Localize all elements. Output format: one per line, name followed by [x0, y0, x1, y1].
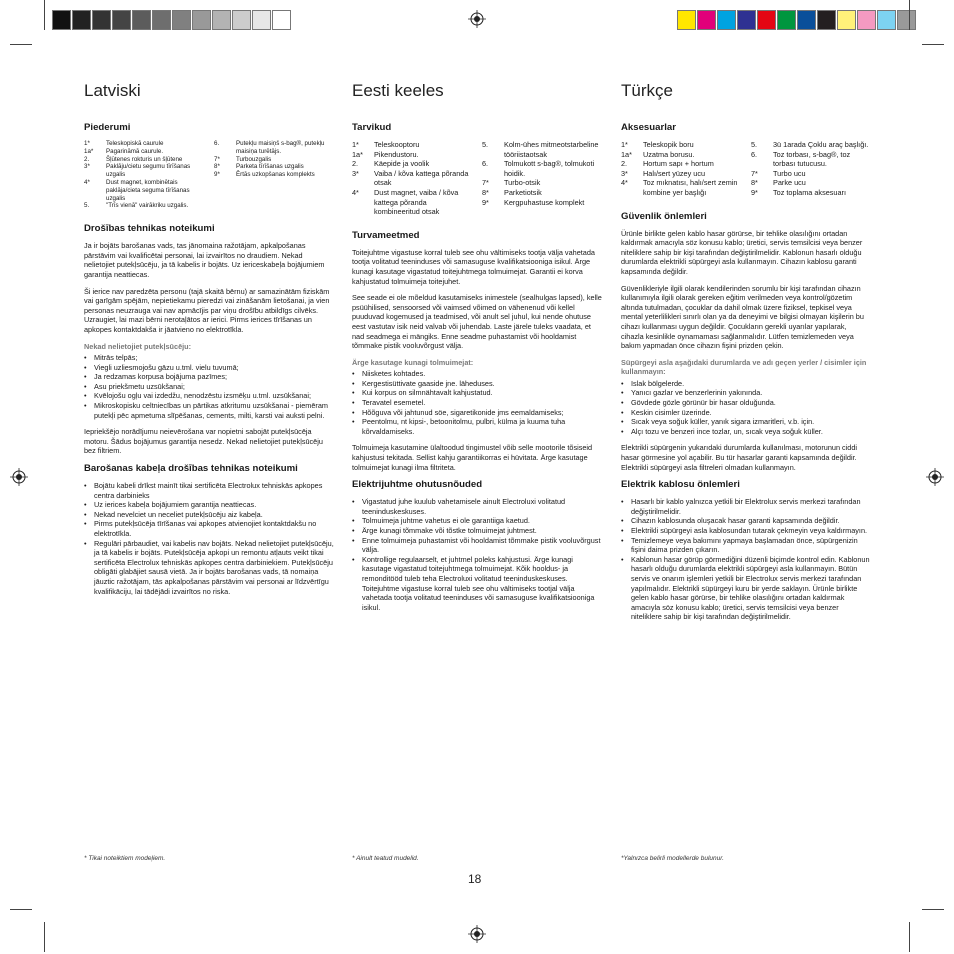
color-swatch	[252, 10, 271, 30]
column-latvian	[84, 80, 334, 603]
accessory-label: Turbo-otsik	[504, 178, 541, 188]
grayscale-calibration-bar	[52, 10, 292, 30]
crop-mark	[909, 922, 910, 952]
accessory-item	[482, 140, 602, 159]
accessory-label: Tolmukott s-bag®, tolmukoti hoidik.	[504, 159, 595, 178]
bullet-item: • Vigastatud juhe kuulub vahetamisele ainult Electroluxi volitatud teeninduskeskuses.	[352, 497, 602, 516]
accessory-number: 5.	[751, 140, 758, 149]
accessory-item	[621, 150, 739, 160]
accessory-number: 3*	[621, 168, 628, 178]
accessory-number: 7*	[751, 168, 758, 178]
language-title: Eesti keeles	[352, 81, 444, 100]
paragraph: Iepriekšējo norādījumu neievērošana var nopietni sabojāt putekļsūcēja motoru. Šādus bojājumus garantija nesedz. Nekad nelietojiet putekļsūcēju bez filtriem.	[84, 427, 323, 456]
accessory-label: Teleskooptoru	[374, 140, 420, 149]
bullet-item: • Ja redzamas korpusa bojājuma pazīmes;	[84, 372, 334, 382]
color-swatch	[877, 10, 896, 30]
bullet-item: • Alçı tozu ve benzeri ince tozlar, un, sıcak veya soğuk küller.	[621, 427, 871, 437]
crop-mark	[44, 0, 45, 30]
color-swatch	[817, 10, 836, 30]
registration-mark-icon	[10, 468, 28, 486]
color-swatch	[112, 10, 131, 30]
bullet-list	[621, 497, 871, 622]
accessory-item	[751, 169, 871, 179]
section-heading: Elektrik kablosu önlemleri	[621, 479, 740, 491]
accessory-item	[751, 140, 871, 150]
accessory-number: 3*	[84, 163, 90, 171]
bullet-item: • Hõõguva või jahtunud söe, sigaretikonide jms eemaldamiseks;	[352, 408, 602, 418]
bullet-item: • Regulāri pārbaudiet, vai kabelis nav bojāts. Nekad nelietojiet putekļsūcēju, ja tā kabelis ir bojāts. Putekļsūcēja apkopi un remontu atļauts veikt tikai sertificēta Electrolux tehniskās apkopes centra darbiniekiem. Putekļsūcēju obligāti glabājiet sausā vietā. Ja ir bojāts barošanas vads, tā nomaiņa jāuztic ražotājam, tās apkalpošanas pārstāvim vai personai ar līdzvērtīgu kvalifikāciju, lai tādējādi izvairītos no riska.	[84, 539, 334, 597]
bullet-list	[84, 353, 334, 420]
column-estonian	[352, 80, 602, 619]
accessories-right	[214, 140, 334, 210]
bullet-item: • Mikroskopisku celtniecības un pārtikas atkritumu uzsūkšanai - piemēram putekļi pēc apmetuma slīpēšanas, cements, milti, karsti vai auksti pelni.	[84, 401, 334, 420]
bullet-item: • Pirms putekļsūcēja tīrīšanas vai apkopes atvienojiet kontaktdakšu no elektrotīkla.	[84, 519, 334, 538]
color-swatch	[232, 10, 251, 30]
accessory-label: Kolm-ühes mitmeotstarbeline tööriistaotsak	[504, 140, 599, 159]
registration-mark-icon	[468, 10, 486, 28]
accessory-label: Turbo ucu	[773, 168, 806, 178]
page-number: 18	[468, 872, 482, 886]
accessory-number: 9*	[482, 197, 489, 207]
crop-mark	[909, 0, 910, 30]
bullet-item: • Sıcak veya soğuk küller, yanık sigara izmaritleri, v.b. için.	[621, 417, 871, 427]
accessory-number: 4*	[84, 178, 90, 186]
accessory-item	[352, 169, 470, 188]
bullet-item: • Niisketes kohtades.	[352, 369, 602, 379]
color-swatch	[737, 10, 756, 30]
accessory-label: Teleskopiskā caurule	[106, 140, 164, 147]
crop-mark	[10, 909, 32, 910]
accessory-number: 9*	[214, 171, 220, 179]
color-swatch	[172, 10, 191, 30]
accessory-number: 9*	[751, 187, 758, 197]
accessory-item	[352, 188, 470, 217]
bullet-item: • Tolmuimeja juhtme vahetus ei ole garantiiga kaetud.	[352, 516, 602, 526]
column-turkish	[621, 80, 871, 629]
color-calibration-bar	[677, 10, 917, 30]
section-heading: Elektrijuhtme ohutusnõuded	[352, 479, 483, 491]
bullet-item: • Peentolmu, nt kipsi-, betoonitolmu, pulbri, külma ja kuuma tuha kõrvaldamiseks.	[352, 417, 602, 436]
accessory-label: Käepide ja voolik	[374, 159, 430, 169]
accessory-label: Dust magnet, vaiba / kõva kattega põranda kombineeritud otsak	[374, 187, 459, 217]
accessory-number: 8*	[482, 187, 489, 197]
footnote-latvian: * Tikai noteiktiem modeļiem.	[84, 855, 166, 862]
accessory-label: Paklāju/cietu segumu tīrīšanas uzgalis	[106, 163, 191, 179]
accessory-number: 3*	[352, 168, 359, 178]
bullet-item: • Asu priekšmetu uzsūkšanai;	[84, 382, 334, 392]
accessory-item	[214, 156, 334, 164]
color-swatch	[152, 10, 171, 30]
bullet-item: • Cihazın kablosunda oluşacak hasar garanti kapsamında değildir.	[621, 516, 871, 526]
accessories-left	[84, 140, 202, 210]
bullet-item: • Kergestisüttivate gaaside jne. läheduses.	[352, 379, 602, 389]
accessory-label: Šļūtenes rokturis un šļūtene	[106, 155, 183, 163]
accessory-number: 1*	[352, 140, 359, 149]
bullet-item: • Teravatel esemetel.	[352, 398, 602, 408]
accessory-label: Turbouzgalis	[236, 155, 272, 163]
color-swatch	[192, 10, 211, 30]
bullet-list	[352, 497, 602, 612]
paragraph: Tolmuimeja kasutamine ülaltoodud tingimustel võib selle mootorile tõsiseid kahjustusi tekitada. Sellist kahju garantiikorras ei hüvitata. Ärge kasutage tolmuimejat kunagi ilma filtriteta.	[352, 443, 593, 472]
accessory-label: Dust magnet, kombinētais paklāja/cieta seguma tīrīšanas uzgalis	[106, 178, 190, 202]
accessory-item	[352, 140, 470, 150]
accessory-item	[751, 150, 871, 169]
accessory-number: 1*	[84, 140, 90, 147]
accessories-right	[751, 140, 871, 198]
paragraph: Güvenlikleriyle ilgili olarak kendilerinden sorumlu bir kişi tarafından cihazın kullanımıyla ilgili olarak gereken eğitim verilmeden veya kontrol/gözetim altında tutulmadan, çocuklar da dahil olmak üzere fiziksel, tepkisel veya mental yeterlilikleri sınırlı olan ya da deneyimi ve bilgisi olmayan kişilerin bu cihazı kullanması uygun değildir. Çocukların gerekli uyarılar yapılarak, cihazla kesinlikle oynamaması sağlanmalıdır. Lütfen temizlemeden veya bakım yapmadan önce cihazın fişini prizden çekin.	[621, 283, 864, 351]
accessory-number: 6.	[214, 140, 220, 147]
accessory-item	[482, 159, 602, 178]
paragraph: Ürünle birlikte gelen kablo hasar görürse, bir tehlike olasılığını ortadan kaldırmak amacıyla söz konusu kablo; üretici, servis temsilcisi veya benzer niteliklere sahip bir kişi tarafından değiştirilmelidir. Kablonun hasarlı olduğu durumlarda elektrikli süpürgeyi asla kullanmayın. Cihazın kablosu garanti kapsamında değildir.	[621, 228, 863, 276]
accessory-number: 2.	[352, 159, 359, 169]
accessory-item	[84, 148, 202, 156]
bullet-item: • Elektrikli süpürgeyi asla kablosundan tutarak çekmeyin veya kaldırmayın.	[621, 526, 871, 536]
color-swatch	[677, 10, 696, 30]
section-heading: Barošanas kabeļa drošības tehnikas noteikumi	[84, 463, 298, 475]
subheading: Nekad nelietojiet putekļsūcēju:	[84, 341, 192, 351]
bullet-item: • Hasarlı bir kablo yalnızca yetkili bir Elektrolux servis merkezi tarafından değiştirilmelidir.	[621, 497, 871, 516]
paragraph: See seade ei ole mõeldud kasutamiseks inimestele (sealhulgas lapsed), kelle psüühilised, sensoorsed või vaimsed võimed on vähenenud või kellel puuduvad kogemused ja teadmised, või anult sel juhul, kui nende ohutuse eest vastutav isik neid valvab või juhendab. Laste järele tuleks vaadata, et nad seadmega ei mängiks. Enne seadme puhastamist või hooldamist tõmmake pistik vooluvõrgust välja.	[352, 293, 602, 351]
accessory-number: 5.	[482, 140, 489, 149]
accessory-label: Toz torbası, s-bag®, toz torbası tutucusu.	[773, 149, 851, 169]
accessory-item	[621, 159, 739, 169]
accessory-number: 7*	[482, 178, 489, 188]
accessory-number: 6.	[751, 149, 758, 159]
accessories-list	[84, 140, 334, 210]
bullet-item: • Kontrollige regulaarselt, et juhtmel poleks kahjustusi. Ärge kunagi kasutage vigastatud toitejuhtmega tolmuimejat. Kõik hooldus- ja remonditööd tuleb teha Electroluxi volitatud teeninduskeskuses. Toitejuhtme vigastuse korral tuleb see ohu vältimiseks tootjal välja vahetada tootja volitatud teeninduses või samasuguse kvalifikatsiooniga isikul.	[352, 555, 602, 613]
bullet-item: • Mitrās telpās;	[84, 353, 334, 363]
accessory-item	[84, 140, 202, 148]
accessories-heading: Aksesuarlar	[621, 122, 676, 133]
crop-mark	[44, 922, 45, 952]
bullet-item: • Enne tolmuimeja puhastamist või hooldamist tõmmake pistik vooluvõrgust välja.	[352, 536, 602, 555]
accessory-number: 5.	[84, 202, 90, 210]
accessory-number: 7*	[214, 155, 220, 163]
accessory-item	[84, 179, 202, 202]
crop-mark	[922, 909, 944, 910]
accessory-label: Pikendustoru.	[374, 149, 419, 159]
accessory-item	[482, 178, 602, 188]
accessory-number: 4*	[621, 178, 628, 188]
color-swatch	[777, 10, 796, 30]
accessory-item	[621, 178, 739, 197]
bullet-item: • Islak bölgelerde.	[621, 379, 871, 389]
accessory-item	[352, 150, 470, 160]
color-swatch	[797, 10, 816, 30]
accessory-label: Hortum sapı + hortum	[643, 159, 714, 169]
color-swatch	[92, 10, 111, 30]
footnote-estonian: * Ainult teatud mudelid.	[352, 855, 419, 862]
paragraph: Toitejuhtme vigastuse korral tuleb see ohu vältimiseks tootja välja vahetada tootja volitatud teeninduses või samasuguse kvalifikatsiooniga isikul. Ärge kunagi kasutage vigastatud toitejuhtmega tolmuimejat. Garantii ei korva kahjustatud tolmuimeja toitejuhet.	[352, 247, 595, 286]
accessory-label: Toz toplama aksesuarı	[773, 187, 847, 197]
paragraph: Ja ir bojāts barošanas vads, tas jānomaina ražotājam, apkalpošanas pārstāvim vai kvalificētai personai, lai izvairītos no draudiem. Nekad nelietojiet putekļsūcēju, ja tā kabelis ir bojāts. Uz iericeskabeļa bojājumiem garantija neattiecas.	[84, 241, 325, 279]
accessory-item	[84, 156, 202, 164]
accessory-item	[84, 163, 202, 179]
accessory-label: Putekļu maisiņš s-bag®, putekļu maisiņa turētājs.	[236, 140, 325, 155]
accessory-label: Ērtās uzkopšanas komplekts	[236, 171, 315, 179]
bullet-item: • Temizlemeye veya bakımını yapmaya başlamadan önce, süpürgenizin fişini daima prizden çıkarın.	[621, 536, 871, 555]
accessory-item	[482, 198, 602, 208]
accessory-label: Parketiotsik	[504, 187, 542, 197]
accessory-label: Teleskopik boru	[643, 140, 694, 149]
accessory-label: Parketa tīrīšanas uzgalis	[236, 163, 304, 171]
color-swatch	[837, 10, 856, 30]
accessory-label: Parke ucu	[773, 178, 806, 188]
paragraph: Elektrikli süpürgenin yukarıdaki durumlarda kullanılması, motorunun ciddi hasar görmesine yol açabilir. Bu tür hasarlar garanti kapsamında değildir. Elektrikli süpürgeyi asla filtreleri olmadan kullanmayın.	[621, 443, 858, 472]
bullet-item: • Kablonun hasar görüp görmediğini düzenli biçimde kontrol edin. Kablonun hasarlı olduğu durumlarda elektrikli süpürgeyi asla kullanmayın. Bütün servis ve onarım işlemleri yetkili bir Electrolux servis merkezi tarafından yapılmalıdır. Elektrikli süpürgeyi kuru bir yerde saklayın. Ürünle birlikte gelen kablo hasar görürse, bir tehlike olasılığını ortadan kaldırmak amacıyla söz konusu kablo; üretici, servis temsilcisi veya benzer niteliklere sahip bir kişi tarafından değiştirilmelidir.	[621, 555, 871, 622]
color-swatch	[52, 10, 71, 30]
color-swatch	[272, 10, 291, 30]
accessory-item	[621, 140, 739, 150]
accessory-item	[352, 159, 470, 169]
accessory-label: Uzatma borusu.	[643, 149, 695, 159]
bullet-item: • Bojātu kabeli drīkst mainīt tikai sertificēta Electrolux tehniskās apkopes centra darbinieks	[84, 481, 334, 500]
registration-mark-icon	[926, 468, 944, 486]
accessories-list	[352, 140, 602, 217]
color-swatch	[212, 10, 231, 30]
accessories-left	[621, 140, 739, 198]
accessory-label: Halı/sert yüzey ucu	[643, 168, 706, 178]
accessory-item	[621, 169, 739, 179]
bullet-item: • Ärge kunagi tõmmake või tõstke tolmuimejat juhtmest.	[352, 526, 602, 536]
accessory-number: 1a*	[84, 147, 94, 155]
accessory-item	[751, 178, 871, 188]
accessories-heading: Tarvikud	[352, 122, 392, 133]
accessory-number: 1a*	[352, 149, 363, 159]
section-heading: Güvenlik önlemleri	[621, 210, 707, 222]
registration-mark-icon	[468, 925, 486, 943]
bullet-item: • Kui korpus on silmnähtavalt kahjustatud.	[352, 388, 602, 398]
bullet-list	[352, 369, 602, 436]
color-swatch	[757, 10, 776, 30]
accessory-item	[84, 202, 202, 210]
accessory-number: 4*	[352, 187, 359, 197]
accessory-label: Kergpuhastuse komplekt	[504, 197, 585, 207]
footnote-turkish: *Yalnızca belirli modellerde bulunur.	[621, 855, 724, 862]
accessories-left	[352, 140, 470, 217]
bullet-item: • Viegli uzliesmojošu gāzu u.tml. vielu tuvumā;	[84, 363, 334, 373]
color-swatch	[697, 10, 716, 30]
accessory-number: 1a*	[621, 149, 632, 159]
language-title: Türkçe	[621, 81, 673, 100]
accessory-label: 3ü 1arada Çoklu araç başlığı.	[773, 140, 869, 149]
bullet-item: • Nekad nevelciet un neceliet putekļsūcēju aiz kabeļa.	[84, 510, 334, 520]
accessory-label: Vaiba / kõva kattega põranda otsak	[374, 168, 469, 188]
accessory-number: 1*	[621, 140, 628, 149]
accessory-number: 8*	[751, 178, 758, 188]
bullet-item: • Keskin cisimler üzerinde.	[621, 408, 871, 418]
accessory-number: 8*	[214, 163, 220, 171]
accessory-item	[751, 188, 871, 198]
accessory-number: 6.	[482, 159, 489, 169]
bullet-list	[621, 379, 871, 437]
accessory-label: Toz mıknatısı, halı/sert zemin kombine yer başlığı	[643, 178, 738, 197]
accessories-right	[482, 140, 602, 217]
accessory-number: 2.	[84, 155, 90, 163]
color-swatch	[857, 10, 876, 30]
subheading: Süpürgeyi asla aşağıdaki durumlarda ve adı geçen yerler / cisimler için kullanmayın:	[621, 357, 867, 377]
accessories-heading: Piederumi	[84, 122, 131, 133]
bullet-item: • Kvēlojošu ogļu vai izdedžu, nenodzēstu izsmēķu u.tml. uzsūkšanai;	[84, 391, 334, 401]
accessory-label: "Trīs vienā" vairākriku uzgalis.	[106, 202, 189, 210]
accessory-item	[214, 171, 334, 179]
color-swatch	[72, 10, 91, 30]
accessory-label: Pagarināmā caurule.	[106, 147, 164, 155]
paragraph: Ši ierice nav paredzēta personu (tajā skaitā bērnu) ar samazinātām fiziskām vai garīgām spējām, nepietiekamu pieredzi vai zināšanām lietošanai, ja vien personas neuzrauga vai nav apmācījis par viņu drošību atbildīgs cilvēks. Uzraugiet, lai mazi bērni nerotaļātos ar ierici. Pirms ierices tīrīšanas un apkopes kontaktdakša ir jāatvieno no elektrotīkla.	[84, 286, 330, 334]
bullet-list	[84, 481, 334, 596]
bullet-item: • Yanıcı gazlar ve benzerlerinin yakınında.	[621, 388, 871, 398]
color-swatch	[717, 10, 736, 30]
crop-mark	[922, 44, 944, 45]
accessory-item	[214, 140, 334, 156]
language-title: Latviski	[84, 81, 141, 100]
subheading: Ärge kasutage kunagi tolmuimejat:	[352, 357, 474, 367]
accessory-item	[482, 188, 602, 198]
accessories-list	[621, 140, 871, 198]
section-heading: Drošības tehnikas noteikumi	[84, 223, 215, 235]
bullet-item: • Gövdede gözle görünür bir hasar olduğunda.	[621, 398, 871, 408]
section-heading: Turvameetmed	[352, 229, 420, 241]
color-swatch	[897, 10, 916, 30]
accessory-item	[214, 163, 334, 171]
color-swatch	[132, 10, 151, 30]
bullet-item: • Uz ierices kabeļa bojājumiem garantija neattiecas.	[84, 500, 334, 510]
crop-mark	[10, 44, 32, 45]
accessory-number: 2.	[621, 159, 628, 169]
